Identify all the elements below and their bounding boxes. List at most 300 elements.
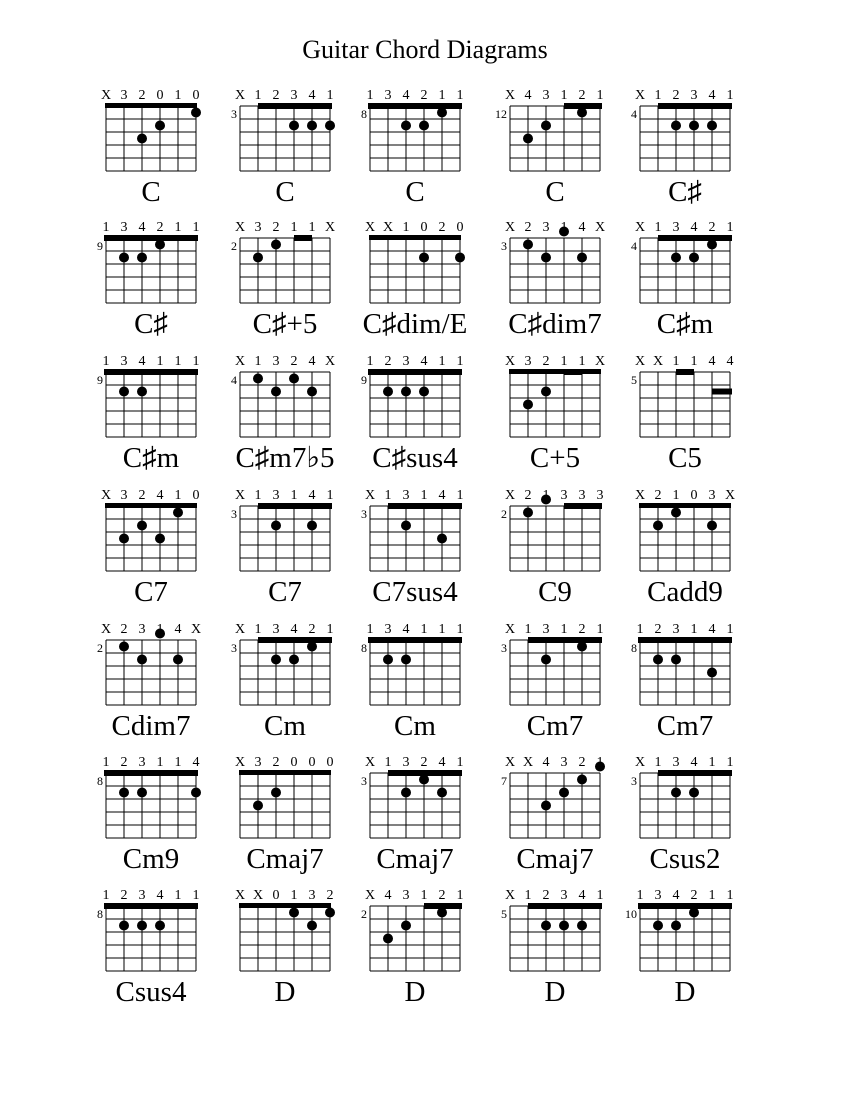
finger-label: 2	[578, 88, 586, 103]
finger-label: 2	[156, 220, 164, 235]
finger-label: 3	[560, 888, 568, 903]
finger-label: 4	[672, 888, 680, 903]
chord-name: Cmaj7	[246, 843, 324, 875]
finger-dot	[653, 921, 663, 931]
finger-label: 1	[726, 888, 734, 903]
finger-label: 3	[120, 488, 128, 503]
finger-label: 3	[542, 622, 550, 637]
chord-name: C♯m	[122, 442, 180, 474]
fret-position-label: 3	[631, 774, 637, 788]
finger-label: 2	[708, 220, 716, 235]
finger-label: 3	[596, 488, 604, 503]
finger-label: X	[324, 220, 336, 235]
finger-dot	[437, 534, 447, 544]
finger-label: 3	[402, 755, 410, 770]
finger-label: 1	[174, 755, 182, 770]
nut-bar	[639, 503, 731, 508]
finger-dot	[289, 121, 299, 131]
barre-bar	[258, 103, 332, 109]
finger-label: X	[364, 888, 376, 903]
finger-label: X	[652, 354, 664, 369]
barre-bar	[564, 369, 582, 375]
finger-label: X	[504, 220, 516, 235]
chord-name: C+5	[529, 442, 581, 474]
barre-bar	[294, 235, 312, 241]
finger-dot	[119, 534, 129, 544]
finger-label: 4	[308, 488, 316, 503]
finger-label: 3	[560, 488, 568, 503]
finger-label: 1	[524, 888, 532, 903]
finger-dot	[307, 642, 317, 652]
finger-dot	[289, 655, 299, 665]
finger-label: X	[234, 888, 246, 903]
finger-label: 1	[690, 622, 698, 637]
finger-label: 0	[326, 755, 334, 770]
finger-dot	[577, 775, 587, 785]
finger-dot	[541, 495, 551, 505]
fret-position-label: 8	[97, 774, 103, 788]
finger-label: 1	[366, 88, 374, 103]
finger-label: 3	[672, 220, 680, 235]
finger-dot	[137, 788, 147, 798]
finger-dot	[595, 762, 605, 772]
finger-dot	[119, 788, 129, 798]
finger-dot	[541, 253, 551, 263]
finger-dot	[271, 387, 281, 397]
finger-label: 2	[542, 888, 550, 903]
fret-position-label: 3	[361, 507, 367, 521]
finger-label: 4	[726, 354, 734, 369]
finger-label: 1	[156, 755, 164, 770]
finger-label: 1	[102, 220, 110, 235]
finger-dot	[137, 253, 147, 263]
barre-bar	[658, 770, 732, 776]
finger-label: 4	[402, 88, 410, 103]
finger-label: 2	[120, 755, 128, 770]
fret-position-label: 8	[631, 641, 637, 655]
finger-dot	[707, 521, 717, 531]
finger-label: 2	[138, 488, 146, 503]
finger-label: 2	[524, 220, 532, 235]
finger-dot	[253, 253, 263, 263]
finger-label: X	[100, 622, 112, 637]
chord-name: Csus2	[649, 843, 721, 875]
finger-label: X	[594, 354, 606, 369]
finger-label: X	[504, 354, 516, 369]
fret-position-label: 7	[501, 774, 507, 788]
finger-dot	[523, 134, 533, 144]
finger-dot	[541, 121, 551, 131]
finger-label: 1	[654, 220, 662, 235]
finger-dot	[559, 227, 569, 237]
finger-label: 2	[524, 488, 532, 503]
finger-dot	[455, 253, 465, 263]
finger-label: 4	[542, 755, 550, 770]
finger-label: 2	[120, 622, 128, 637]
finger-label: 3	[542, 220, 550, 235]
finger-label: 3	[560, 755, 568, 770]
finger-label: 3	[138, 622, 146, 637]
chord-name: C♯	[668, 176, 702, 208]
fret-position-label: 2	[97, 641, 103, 655]
finger-label: 4	[708, 354, 716, 369]
finger-dot	[119, 387, 129, 397]
finger-label: 1	[636, 888, 644, 903]
finger-label: 3	[654, 888, 662, 903]
barre-bar	[528, 637, 602, 643]
finger-dot	[271, 655, 281, 665]
finger-label: 1	[174, 88, 182, 103]
finger-label: 1	[402, 220, 410, 235]
fret-position-label: 4	[631, 239, 637, 253]
finger-label: 3	[120, 220, 128, 235]
finger-dot	[401, 655, 411, 665]
finger-label: 1	[596, 622, 604, 637]
finger-label: X	[634, 88, 646, 103]
finger-dot	[307, 121, 317, 131]
finger-dot	[577, 108, 587, 118]
finger-dot	[689, 788, 699, 798]
finger-label: 4	[438, 488, 446, 503]
finger-dot	[419, 387, 429, 397]
chord-name: C	[275, 176, 295, 208]
finger-label: 1	[102, 354, 110, 369]
finger-label: 3	[384, 622, 392, 637]
fret-position-label: 5	[631, 373, 637, 387]
finger-label: X	[724, 488, 736, 503]
finger-label: 1	[290, 220, 298, 235]
finger-label: 0	[272, 888, 280, 903]
fret-position-label: 2	[361, 907, 367, 921]
finger-label: 1	[456, 755, 464, 770]
finger-dot	[419, 775, 429, 785]
chord-name: Cm9	[122, 843, 180, 875]
finger-label: 1	[174, 220, 182, 235]
chord-name: C	[545, 176, 565, 208]
fret-position-label: 8	[97, 907, 103, 921]
finger-dot	[523, 508, 533, 518]
finger-dot	[137, 134, 147, 144]
finger-dot	[271, 788, 281, 798]
chord-name: C♯	[134, 308, 168, 340]
finger-label: 1	[366, 354, 374, 369]
finger-label: X	[634, 755, 646, 770]
nut-bar	[239, 903, 331, 908]
finger-label: 1	[384, 755, 392, 770]
finger-label: 2	[420, 88, 428, 103]
finger-dot	[383, 655, 393, 665]
finger-dot	[419, 121, 429, 131]
finger-label: X	[634, 488, 646, 503]
finger-dot	[419, 253, 429, 263]
chord-name: C7	[268, 576, 302, 608]
finger-dot	[707, 668, 717, 678]
nut-bar	[105, 103, 197, 108]
finger-label: X	[100, 488, 112, 503]
finger-dot	[155, 240, 165, 250]
finger-label: 3	[384, 88, 392, 103]
finger-label: 2	[290, 354, 298, 369]
chord-name: Cmaj7	[376, 843, 454, 875]
finger-label: 1	[726, 622, 734, 637]
finger-label: 2	[272, 88, 280, 103]
finger-label: 0	[156, 88, 164, 103]
finger-label: X	[364, 488, 376, 503]
finger-dot	[707, 121, 717, 131]
fret-position-label: 3	[501, 641, 507, 655]
finger-label: 1	[690, 354, 698, 369]
finger-label: 3	[672, 755, 680, 770]
finger-dot	[173, 655, 183, 665]
finger-label: 0	[690, 488, 698, 503]
nut-bar	[369, 235, 461, 240]
finger-label: 1	[596, 888, 604, 903]
chord-name: C♯sus4	[372, 442, 458, 474]
barre-bar	[368, 637, 462, 643]
finger-label: 1	[308, 220, 316, 235]
barre-bar	[676, 369, 694, 375]
chord-name: D	[544, 976, 566, 1008]
finger-label: 4	[578, 888, 586, 903]
finger-label: 3	[672, 622, 680, 637]
chord-name: C♯m7♭5	[235, 442, 335, 474]
finger-dot	[577, 642, 587, 652]
chord-name: C7	[134, 576, 168, 608]
finger-label: 1	[254, 88, 262, 103]
barre-bar	[638, 903, 732, 909]
finger-dot	[523, 400, 533, 410]
fret-position-label: 3	[501, 239, 507, 253]
finger-dot	[541, 655, 551, 665]
finger-label: 3	[254, 755, 262, 770]
finger-label: 1	[366, 622, 374, 637]
finger-label: X	[234, 488, 246, 503]
finger-dot	[577, 253, 587, 263]
finger-label: X	[504, 888, 516, 903]
finger-label: 4	[192, 755, 200, 770]
finger-dot	[689, 121, 699, 131]
finger-label: 2	[272, 755, 280, 770]
finger-label: 1	[290, 888, 298, 903]
finger-label: 1	[524, 622, 532, 637]
finger-dot	[155, 534, 165, 544]
chord-name: C♯dim7	[508, 308, 602, 340]
finger-label: X	[234, 88, 246, 103]
chord-name: Cadd9	[647, 576, 723, 608]
finger-dot	[559, 788, 569, 798]
finger-label: 4	[138, 220, 146, 235]
finger-dot	[671, 921, 681, 931]
finger-dot	[253, 374, 263, 384]
barre-bar	[658, 103, 732, 109]
finger-dot	[191, 108, 201, 118]
finger-label: 0	[456, 220, 464, 235]
finger-dot	[671, 253, 681, 263]
finger-label: 1	[102, 755, 110, 770]
finger-label: 1	[708, 755, 716, 770]
finger-dot	[137, 387, 147, 397]
fret-position-label: 4	[631, 107, 637, 121]
finger-label: 4	[156, 888, 164, 903]
finger-label: 4	[578, 220, 586, 235]
finger-label: 2	[326, 888, 334, 903]
finger-dot	[401, 387, 411, 397]
finger-label: X	[634, 354, 646, 369]
finger-label: 1	[456, 488, 464, 503]
finger-label: 0	[192, 488, 200, 503]
finger-label: X	[504, 488, 516, 503]
finger-dot	[577, 921, 587, 931]
finger-dot	[523, 240, 533, 250]
chord-name: Cm	[394, 710, 436, 742]
fret-position-label: 2	[231, 239, 237, 253]
finger-dot	[689, 253, 699, 263]
finger-label: 1	[672, 354, 680, 369]
finger-label: 1	[174, 888, 182, 903]
barre-bar	[658, 235, 732, 241]
finger-label: 2	[672, 88, 680, 103]
barre-bar	[104, 369, 198, 375]
barre-bar	[368, 103, 462, 109]
finger-label: 2	[654, 622, 662, 637]
finger-label: 1	[192, 888, 200, 903]
finger-dot	[541, 801, 551, 811]
finger-dot	[289, 374, 299, 384]
finger-label: 4	[690, 755, 698, 770]
finger-label: 2	[654, 488, 662, 503]
finger-dot	[401, 788, 411, 798]
page-title: Guitar Chord Diagrams	[302, 35, 548, 64]
fret-position-label: 3	[231, 107, 237, 121]
finger-label: 2	[578, 622, 586, 637]
chord-name: C	[141, 176, 161, 208]
finger-dot	[119, 253, 129, 263]
finger-label: 3	[708, 488, 716, 503]
finger-dot	[191, 788, 201, 798]
finger-label: 3	[272, 354, 280, 369]
finger-label: X	[324, 354, 336, 369]
finger-label: X	[364, 220, 376, 235]
fret-position-label: 2	[501, 507, 507, 521]
finger-label: 1	[456, 888, 464, 903]
barre-bar	[104, 770, 198, 776]
finger-label: 1	[156, 354, 164, 369]
nut-bar	[239, 770, 331, 775]
finger-label: X	[234, 220, 246, 235]
finger-dot	[541, 387, 551, 397]
finger-label: X	[594, 220, 606, 235]
finger-label: 4	[524, 88, 532, 103]
fret-position-label: 3	[231, 507, 237, 521]
finger-label: X	[504, 88, 516, 103]
finger-dot	[155, 121, 165, 131]
barre-bar	[712, 389, 732, 395]
finger-dot	[671, 508, 681, 518]
finger-label: 3	[272, 488, 280, 503]
fret-position-label: 10	[625, 907, 637, 921]
finger-label: 3	[138, 888, 146, 903]
chord-name: D	[674, 976, 696, 1008]
finger-label: 1	[420, 488, 428, 503]
finger-label: 1	[326, 622, 334, 637]
fret-position-label: 5	[501, 907, 507, 921]
finger-label: 3	[254, 220, 262, 235]
finger-dot	[437, 908, 447, 918]
finger-label: 1	[254, 354, 262, 369]
finger-label: 3	[402, 488, 410, 503]
finger-dot	[401, 921, 411, 931]
finger-dot	[173, 508, 183, 518]
finger-label: 4	[690, 220, 698, 235]
finger-label: 1	[456, 622, 464, 637]
barre-bar	[368, 369, 462, 375]
fret-position-label: 9	[361, 373, 367, 387]
finger-label: 1	[192, 220, 200, 235]
finger-label: 1	[326, 88, 334, 103]
finger-label: 0	[308, 755, 316, 770]
chord-name: C♯m	[656, 308, 714, 340]
chord-name: Csus4	[115, 976, 187, 1008]
finger-dot	[289, 908, 299, 918]
finger-label: 1	[438, 88, 446, 103]
finger-dot	[155, 629, 165, 639]
barre-bar	[528, 903, 602, 909]
nut-bar	[105, 503, 197, 508]
finger-label: 1	[420, 622, 428, 637]
finger-dot	[671, 121, 681, 131]
finger-label: 4	[384, 888, 392, 903]
finger-label: 4	[402, 622, 410, 637]
finger-label: 1	[438, 622, 446, 637]
fret-position-label: 9	[97, 373, 103, 387]
barre-bar	[104, 235, 198, 241]
finger-dot	[307, 387, 317, 397]
finger-dot	[437, 788, 447, 798]
chord-name: Cm7	[656, 710, 714, 742]
finger-label: 4	[438, 755, 446, 770]
finger-label: X	[234, 354, 246, 369]
finger-label: X	[504, 755, 516, 770]
chord-name: Cmaj7	[516, 843, 594, 875]
finger-label: 1	[560, 622, 568, 637]
chord-name: C5	[668, 442, 702, 474]
finger-label: 2	[438, 220, 446, 235]
finger-label: 0	[420, 220, 428, 235]
fret-position-label: 3	[361, 774, 367, 788]
fret-position-label: 8	[361, 641, 367, 655]
finger-label: 4	[308, 88, 316, 103]
finger-label: 3	[578, 488, 586, 503]
finger-label: 1	[578, 354, 586, 369]
finger-label: 2	[308, 622, 316, 637]
chord-name: C♯dim/E	[362, 308, 468, 340]
finger-dot	[325, 121, 335, 131]
finger-dot	[325, 908, 335, 918]
nut-bar	[509, 369, 601, 374]
finger-label: 3	[690, 88, 698, 103]
chord-name: C9	[538, 576, 572, 608]
finger-label: X	[234, 755, 246, 770]
finger-label: 2	[438, 888, 446, 903]
finger-dot	[155, 921, 165, 931]
finger-label: 1	[174, 354, 182, 369]
finger-label: X	[252, 888, 264, 903]
finger-dot	[653, 521, 663, 531]
finger-dot	[559, 921, 569, 931]
finger-label: 1	[726, 88, 734, 103]
finger-label: 4	[420, 354, 428, 369]
finger-label: 4	[174, 622, 182, 637]
